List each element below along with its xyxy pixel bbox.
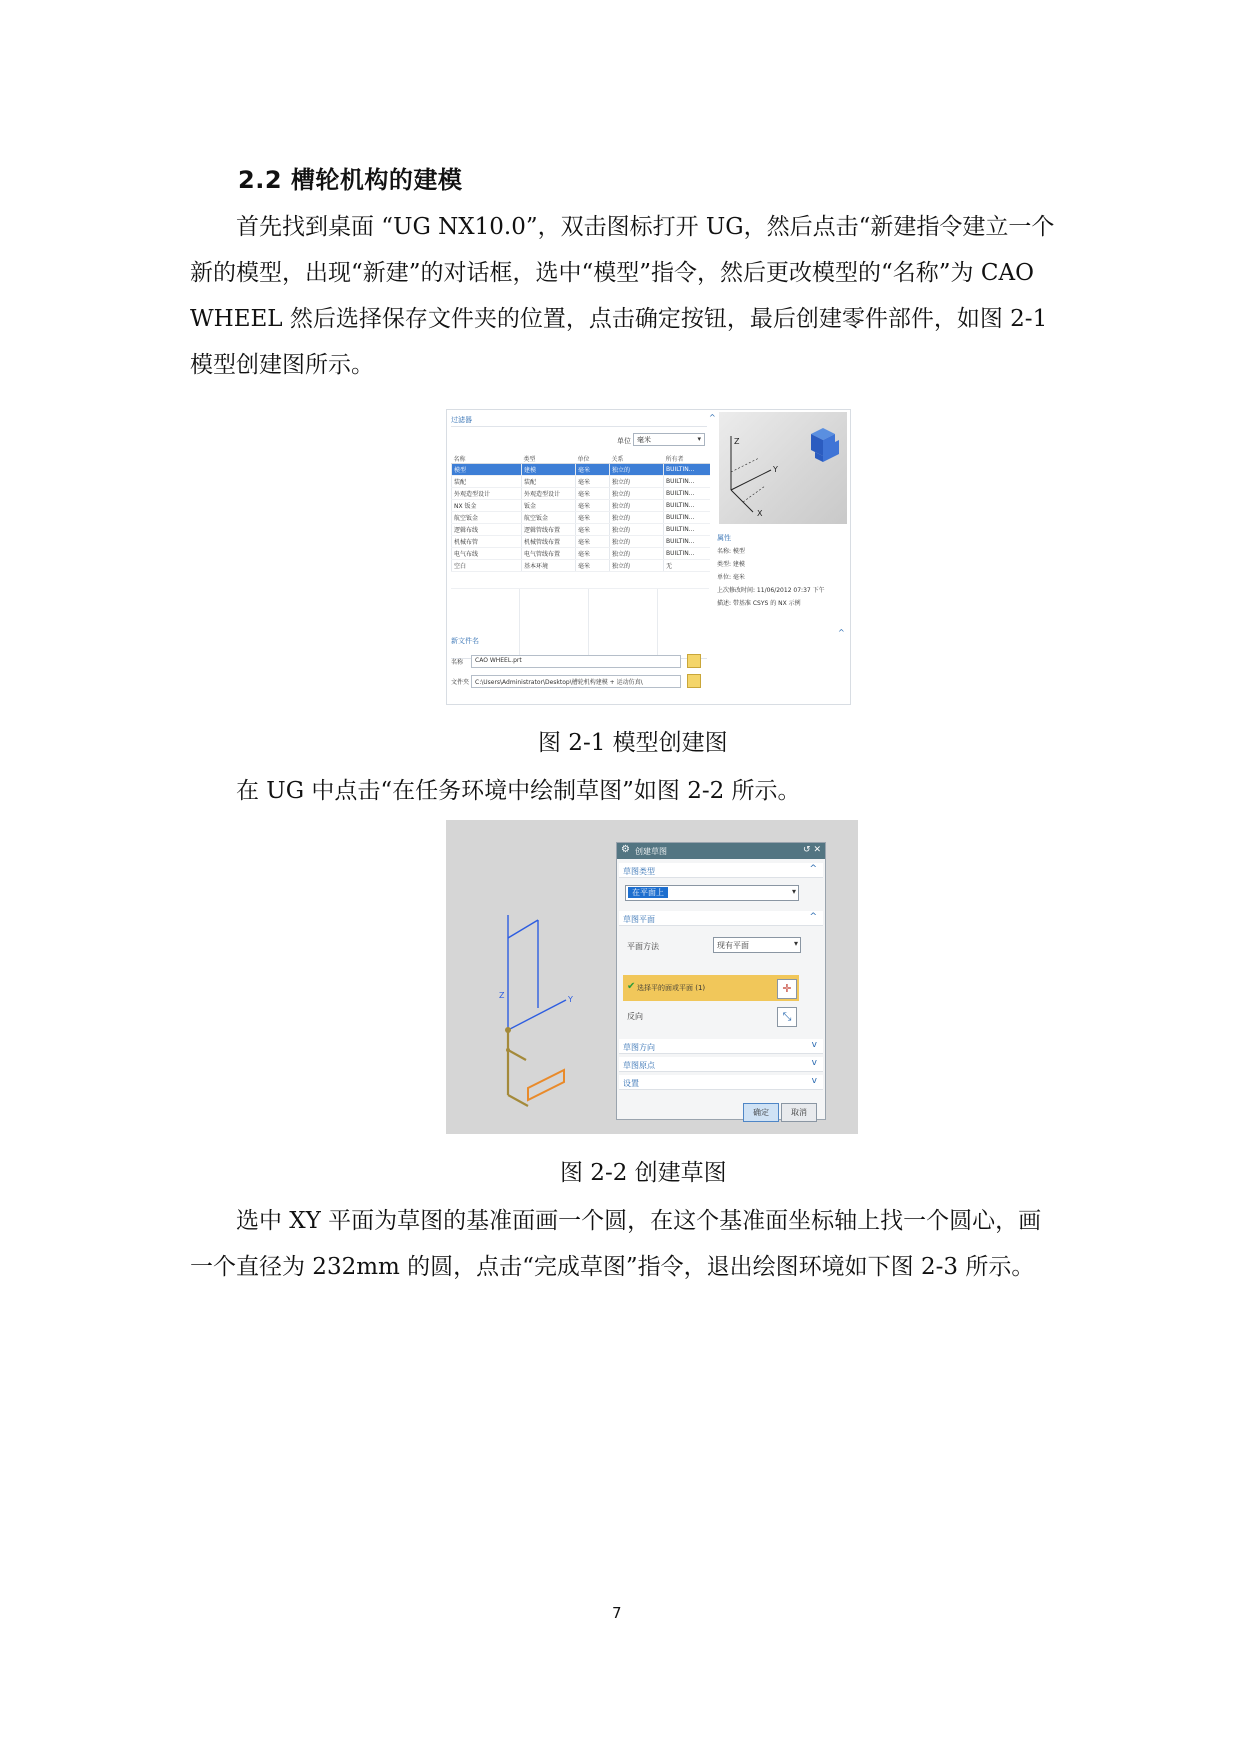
table-cell: 外观造型设计 <box>452 488 522 500</box>
paragraph-circle: 选中 XY 平面为草图的基准面画一个圆，在这个基准面坐标轴上找一个圆心，画一个直径为 232mm 的圆，点击“完成草图”指令，退出绘图环境如下图 2-3 所示。 <box>190 1208 1042 1280</box>
table-cell: 独立的 <box>610 548 664 560</box>
model-preview <box>719 412 847 524</box>
property-item: 类型: 建模 <box>717 561 745 568</box>
property-item: 描述: 带基准 CSYS 的 NX 示例 <box>717 600 801 607</box>
table-cell: 装配 <box>452 476 522 488</box>
unit-select[interactable] <box>633 433 705 446</box>
table-cell: 独立的 <box>610 500 664 512</box>
table-cell: 逻辑管线布置 <box>522 524 576 536</box>
section-settings[interactable] <box>619 1075 823 1090</box>
expand-icon: v <box>811 1040 817 1050</box>
divider <box>451 426 707 427</box>
table-row[interactable] <box>452 488 710 500</box>
dialog-titlebar <box>617 843 825 859</box>
sketch-type-select[interactable] <box>625 885 799 901</box>
paragraph-sketch: 在 UG 中点击“在任务环境中绘制草图”如图 2-2 所示。 <box>236 778 801 804</box>
filter-section-label: 过滤器 <box>451 416 472 424</box>
property-item: 单位: 毫米 <box>717 574 745 581</box>
sketch-type-value: 在平面上 <box>628 887 668 898</box>
folder-field-value: C:\Users\Administrator\Desktop\槽轮机构建模 + 运动仿真\ <box>475 679 643 686</box>
svg-text:X: X <box>757 509 763 518</box>
chevron-down-icon: ▾ <box>793 939 798 948</box>
chevron-down-icon: ▾ <box>791 887 796 896</box>
section-label: 草图方向 <box>623 1043 655 1052</box>
column-header: 关系 <box>610 454 664 464</box>
table-cell: 毫米 <box>576 500 610 512</box>
template-table <box>451 454 710 572</box>
table-empty-area <box>451 588 709 657</box>
table-cell: BUILTIN... <box>664 464 710 476</box>
select-plane-label: 选择平的面或平面 (1) <box>637 984 706 992</box>
table-row[interactable] <box>452 464 710 476</box>
table-cell: BUILTIN... <box>664 488 710 500</box>
figure-model-creation <box>446 409 851 705</box>
table-cell: 毫米 <box>576 560 610 572</box>
column-header: 所有者 <box>664 454 710 464</box>
preview-panel <box>717 410 850 704</box>
cancel-button[interactable]: 取消 <box>781 1103 817 1122</box>
table-row[interactable] <box>452 548 710 560</box>
properties-title: 属性 <box>717 534 731 542</box>
table-cell: 电气管线布置 <box>522 548 576 560</box>
table-cell: BUILTIN... <box>664 500 710 512</box>
collapse-icon[interactable]: ^ <box>838 628 845 637</box>
table-cell: 建模 <box>522 464 576 476</box>
table-cell: 独立的 <box>610 512 664 524</box>
table-row[interactable] <box>452 560 710 572</box>
axis-z-label: Z <box>499 991 505 1000</box>
expand-icon: v <box>811 1058 817 1068</box>
column-header: 名称 <box>452 454 522 464</box>
section-sketch-plane[interactable] <box>619 911 823 926</box>
table-cell: 独立的 <box>610 476 664 488</box>
collapse-icon[interactable]: ^ <box>709 413 716 422</box>
plane-picker-icon[interactable]: ✛ <box>777 979 797 999</box>
figure-create-sketch <box>446 820 858 1134</box>
name-field-value: CAO WHEEL.prt <box>475 657 522 664</box>
table-cell: NX 钣金 <box>452 500 522 512</box>
create-sketch-dialog <box>616 842 826 1120</box>
table-cell: BUILTIN... <box>664 548 710 560</box>
reverse-direction-icon[interactable]: ⤡ <box>777 1007 797 1027</box>
name-field[interactable] <box>471 655 681 668</box>
table-cell: 无 <box>664 560 710 572</box>
table-cell: BUILTIN... <box>664 476 710 488</box>
svg-text:Z: Z <box>734 437 740 446</box>
reset-close-icon[interactable]: ↺ ✕ <box>803 845 821 855</box>
collapse-icon: ^ <box>809 912 817 922</box>
table-cell: 毫米 <box>576 488 610 500</box>
table-cell: 逻辑布线 <box>452 524 522 536</box>
expand-icon: v <box>811 1076 817 1086</box>
dialog-title: 创建草图 <box>635 847 667 856</box>
table-cell: 独立的 <box>610 536 664 548</box>
new-file-section-label: 新文件名 <box>451 637 479 645</box>
table-row[interactable] <box>452 536 710 548</box>
figure-caption-2-1: 图 2-1 模型创建图 <box>538 730 728 756</box>
csys-triad-icon <box>446 820 616 1134</box>
table-cell: 机械布管 <box>452 536 522 548</box>
property-item: 名称: 模型 <box>717 548 745 555</box>
gear-icon: ⚙ <box>621 844 630 855</box>
folder-icon[interactable] <box>687 654 701 668</box>
section-sketch-origin[interactable] <box>619 1057 823 1072</box>
table-cell: 毫米 <box>576 548 610 560</box>
table-cell: 毫米 <box>576 464 610 476</box>
table-cell: 电气布线 <box>452 548 522 560</box>
section-label: 设置 <box>623 1079 639 1088</box>
collapse-icon: ^ <box>809 864 817 874</box>
table-cell: 独立的 <box>610 464 664 476</box>
table-cell: BUILTIN... <box>664 536 710 548</box>
table-cell: BUILTIN... <box>664 524 710 536</box>
chevron-down-icon: ▾ <box>697 435 701 443</box>
section-label: 草图平面 <box>623 915 655 924</box>
table-cell: 模型 <box>452 464 522 476</box>
paragraph-intro: 首先找到桌面 “UG NX10.0”，双击图标打开 UG，然后点击“新建指令建立一个新的模型，出现“新建”的对话框，选中“模型”指令，然后更改模型的“名称”为 CAO WHEEL 然后选择保存文件夹的位置，点击确定按钮，最后创建零件部件，如图 2-1 模型创建图所示。 <box>190 214 1055 378</box>
table-cell: 钣金 <box>522 500 576 512</box>
section-sketch-type[interactable] <box>619 863 823 878</box>
name-label: 名称 <box>451 659 464 666</box>
table-cell: 基本环境 <box>522 560 576 572</box>
table-cell: 航空钣金 <box>522 512 576 524</box>
table-row[interactable] <box>452 524 710 536</box>
table-row[interactable] <box>452 500 710 512</box>
folder-label: 文件夹 <box>451 679 470 686</box>
column-header: 类型 <box>522 454 576 464</box>
table-cell: 毫米 <box>576 512 610 524</box>
plane-method-value: 现有平面 <box>717 941 749 950</box>
table-cell: 外观造型设计 <box>522 488 576 500</box>
template-panel <box>447 410 711 704</box>
unit-select-value: 毫米 <box>637 436 651 444</box>
section-sketch-orientation[interactable] <box>619 1039 823 1054</box>
reverse-label: 反向 <box>627 1012 643 1021</box>
section-label: 草图类型 <box>623 867 655 876</box>
check-icon: ✔ <box>627 981 636 992</box>
ok-button[interactable]: 确定 <box>743 1103 779 1122</box>
section-heading: 2.2 槽轮机构的建模 <box>238 166 463 194</box>
table-cell: 独立的 <box>610 560 664 572</box>
table-row[interactable] <box>452 512 710 524</box>
axis-y-label: Y <box>568 995 573 1004</box>
column-header: 单位 <box>576 454 610 464</box>
table-row[interactable] <box>452 476 710 488</box>
table-cell: BUILTIN... <box>664 512 710 524</box>
table-cell: 机械管线布置 <box>522 536 576 548</box>
table-cell: 航空钣金 <box>452 512 522 524</box>
folder-field[interactable] <box>471 675 681 688</box>
section-label: 草图原点 <box>623 1061 655 1070</box>
table-cell: 毫米 <box>576 476 610 488</box>
figure-caption-2-2: 图 2-2 创建草图 <box>560 1160 727 1186</box>
table-cell: 独立的 <box>610 524 664 536</box>
table-cell: 空白 <box>452 560 522 572</box>
folder-browse-icon[interactable] <box>687 674 701 688</box>
table-cell: 毫米 <box>576 536 610 548</box>
table-cell: 装配 <box>522 476 576 488</box>
unit-label: 单位 <box>617 437 631 445</box>
table-cell: 毫米 <box>576 524 610 536</box>
property-item: 上次修改时间: 11/06/2012 07:37 下午 <box>717 587 825 594</box>
svg-text:Y: Y <box>773 465 778 474</box>
plane-method-label: 平面方法 <box>627 942 659 951</box>
page-number: 7 <box>612 1604 622 1622</box>
plane-method-select[interactable] <box>713 937 801 953</box>
csys-preview-icon <box>719 412 847 524</box>
select-plane-row[interactable] <box>623 975 799 1001</box>
table-cell: 独立的 <box>610 488 664 500</box>
properties-panel <box>717 532 825 610</box>
